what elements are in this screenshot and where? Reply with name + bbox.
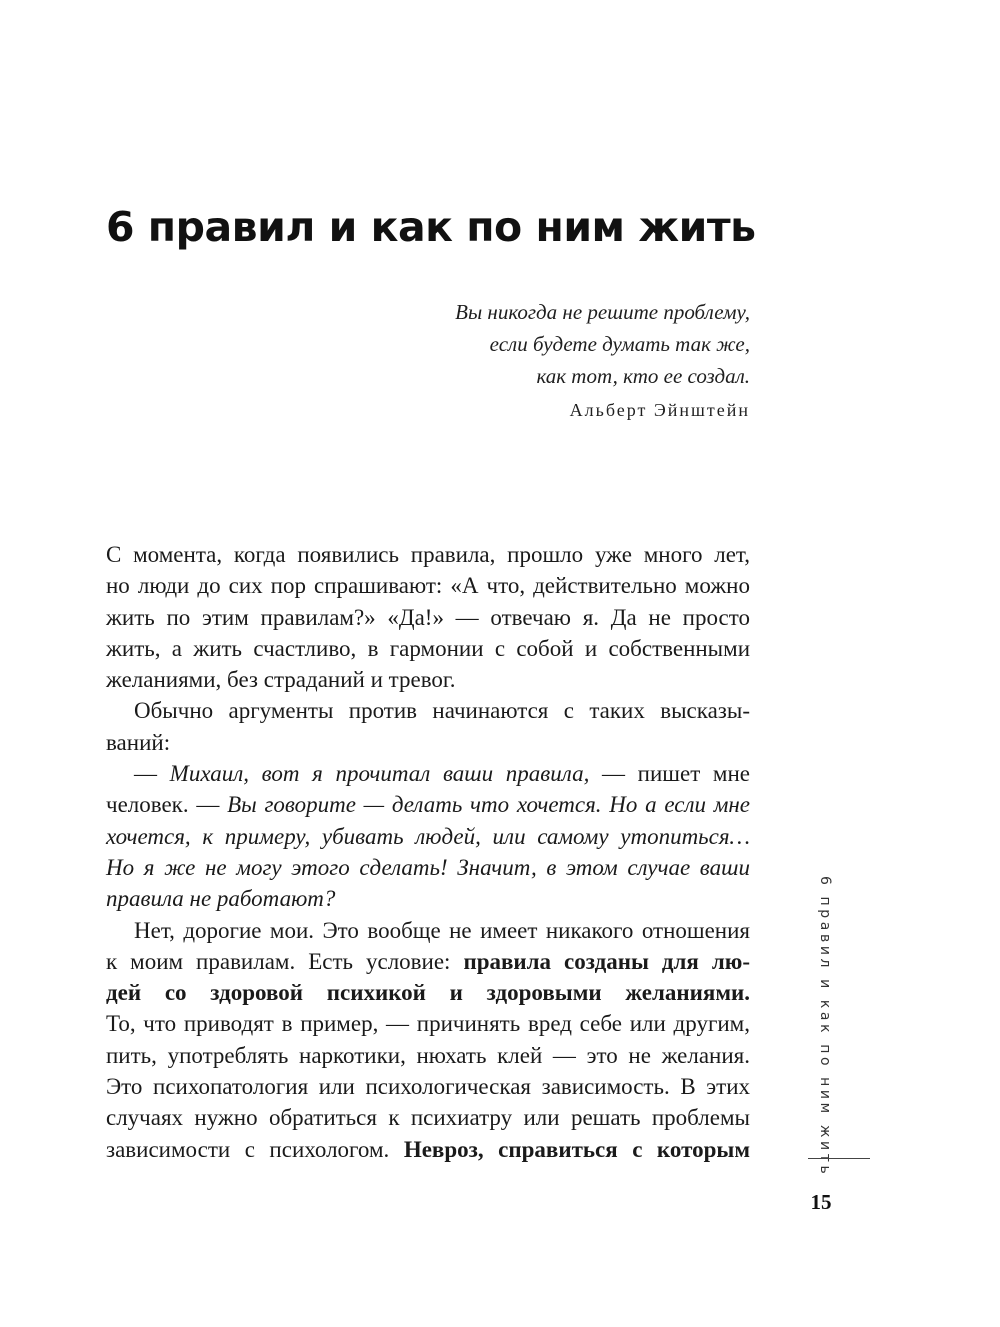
chapter-title: 6 правил и как по ним жить [106,203,756,251]
paragraph-2 [106,695,750,758]
body-text [106,539,750,1165]
text-line: но люди до сих пор спрашивают: «А что, действительно можно [106,573,750,599]
paragraph-3-dialogue [106,758,750,914]
paragraph-4 [106,915,750,1165]
epigraph [330,296,750,421]
text-line [106,789,750,820]
text-line: желаниями, без страданий и тревог. [106,667,456,693]
running-head-rule [808,1158,870,1159]
plain-text: — пишет мне [589,761,750,787]
text-line: жить, а жить счастливо, в гармонии с собой и собственными [106,635,750,661]
text-line [106,758,750,789]
italic-text: Вы говорите — делать что хочется. Но а если мне [227,792,750,818]
text-line: правила не работают? [106,886,336,912]
bold-text: правила созданы для лю- [463,948,750,974]
running-head: 6 правил и как по ним жить [817,876,833,1178]
text-line: дей со здоровой психикой и здоровыми желаниями. [106,980,750,1006]
text-line: пить, употреблять наркотики, нюхать клей — это не желания. [106,1042,750,1068]
epigraph-author: Альберт Эйнштейн [569,400,750,420]
plain-text: к моим правилам. Есть условие: [106,948,464,974]
epigraph-line: если будете думать так же, [489,332,750,356]
text-line [106,946,750,977]
text-line: хочется, к примеру, убивать людей, или самому утопиться… [106,823,750,849]
plain-text: человек. — [106,792,228,818]
text-line: То, что приводят в пример, — причинять вред себе или другим, [106,1011,750,1037]
bold-text: Невроз, справиться с которым [403,1136,750,1162]
text-line: Это психопатология или психологическая зависимость. В этих [106,1074,750,1100]
epigraph-line: Вы никогда не решите проблему, [455,300,750,324]
plain-text: зависимости с психологом. [106,1136,404,1162]
text-line [106,1134,750,1165]
epigraph-line: как тот, кто ее создал. [536,364,750,388]
page-number: 15 [810,1190,832,1214]
text-line: ваний: [106,729,171,755]
text-line: жить по этим правилам?» «Да!» — отвечаю я. Да не просто [106,604,750,630]
text-line: случаях нужно обратиться к психиатру или решать проблемы [106,1105,750,1131]
text-line: С момента, когда появились правила, прошло уже много лет, [106,542,750,567]
paragraph-1 [106,539,750,695]
dash: — [134,761,170,787]
italic-text: Михаил, вот я прочитал ваши правила, [169,761,590,787]
text-line: Обычно аргументы против начинаются с таких высказы- [134,698,750,724]
text-line: Но я же не могу этого сделать! Значит, в этом случае ваши [106,854,750,880]
text-line: Нет, дорогие мои. Это вообще не имеет никакого отношения [134,917,750,943]
